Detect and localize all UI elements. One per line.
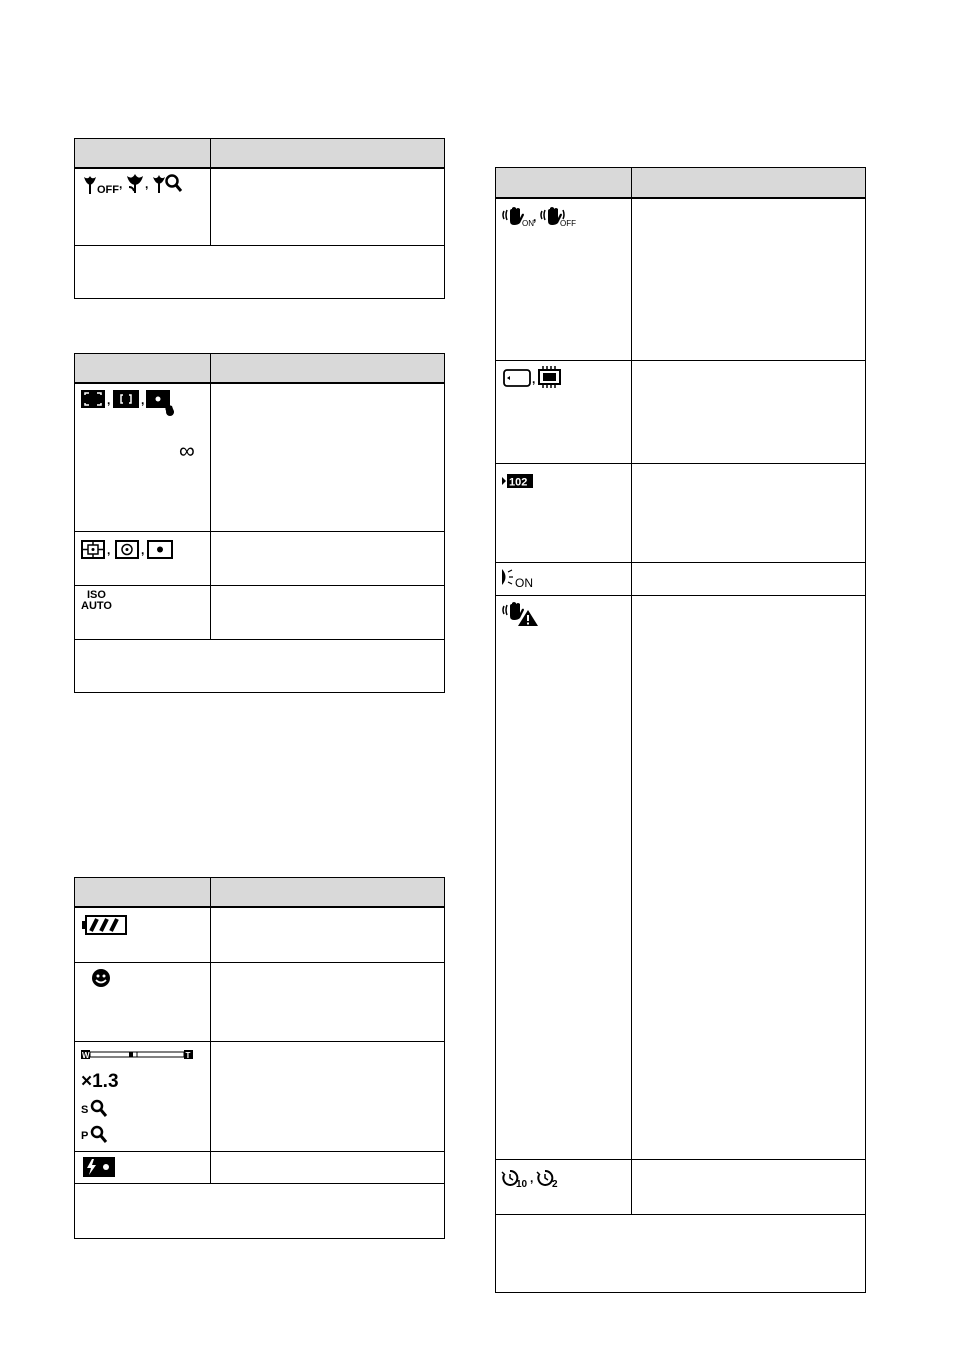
- smile-icon: [91, 968, 111, 988]
- svg-text:2: 2: [552, 1179, 558, 1190]
- table-row: [75, 907, 444, 962]
- memory-card-icon: [503, 369, 531, 387]
- table-row: ,: [496, 360, 865, 463]
- magnifier-macro-icon: [152, 173, 184, 193]
- steadyshot-off-icon: [539, 205, 579, 227]
- battery-icon: [82, 915, 128, 935]
- table-row: [75, 962, 444, 1041]
- center-metering-icon: [115, 540, 139, 559]
- multi-metering-icon: [81, 540, 105, 559]
- svg-text:ON: ON: [522, 219, 534, 228]
- svg-text:102: 102: [509, 476, 528, 489]
- table-display: [74, 877, 445, 1239]
- table-row: OFF , ,: [75, 168, 444, 245]
- flash-red-eye-icon: [83, 1157, 115, 1177]
- table-row: , ,: [75, 531, 444, 585]
- table-row: [75, 585, 444, 639]
- table-row: [75, 639, 444, 640]
- recording-folder-icon: [502, 473, 534, 489]
- precision-zoom-icon: [81, 1124, 111, 1144]
- camera-shake-warning-icon: [501, 600, 539, 626]
- table-row: [496, 562, 865, 595]
- steadyshot-on-icon: [501, 205, 537, 227]
- table-header: [75, 354, 444, 383]
- table-macro: [74, 138, 445, 299]
- macro-on-icon: [125, 173, 145, 193]
- svg-text:P: P: [81, 1130, 89, 1142]
- macro-off-icon: [81, 175, 121, 195]
- svg-text:10: 10: [516, 1179, 528, 1190]
- table-row: [496, 595, 865, 1159]
- center-af-frame-icon: [113, 390, 139, 408]
- smart-zoom-icon: [81, 1098, 111, 1118]
- svg-text:ON: ON: [515, 576, 533, 590]
- table-status: [495, 167, 866, 1293]
- spot-metering-icon: [147, 540, 173, 559]
- svg-text:W: W: [82, 1051, 90, 1060]
- spot-af-touch-icon: [146, 390, 176, 418]
- svg-text:OFF: OFF: [560, 219, 576, 228]
- zoom-ratio-label: ×1.3: [81, 1071, 119, 1092]
- af-illuminator-on-icon: [502, 568, 542, 590]
- internal-memory-icon: [538, 366, 562, 388]
- table-row: , , ∞: [75, 383, 444, 531]
- table-header: [75, 878, 444, 907]
- table-row: [75, 1183, 444, 1184]
- infinity-icon: ∞: [179, 438, 195, 463]
- table-row: [75, 1041, 444, 1151]
- table-row: ON , OFF: [496, 198, 865, 360]
- table-row: [75, 1151, 444, 1183]
- table-row: [496, 1214, 865, 1215]
- svg-text:OFF: OFF: [97, 184, 119, 196]
- svg-text:S: S: [81, 1104, 89, 1116]
- table-row: 10 , 2: [496, 1159, 865, 1214]
- svg-text:T: T: [185, 1051, 191, 1060]
- table-header: [496, 168, 865, 198]
- self-timer-10-icon: [501, 1169, 531, 1189]
- self-timer-2-icon: [536, 1169, 562, 1189]
- table-focus: [74, 353, 445, 693]
- zoom-scale-icon: [81, 1050, 193, 1060]
- table-header: [75, 139, 444, 168]
- table-row: [75, 245, 444, 246]
- multi-af-frame-icon: [81, 390, 105, 408]
- table-row: [496, 463, 865, 562]
- iso-auto-icon: ISO AUTO: [81, 589, 112, 612]
